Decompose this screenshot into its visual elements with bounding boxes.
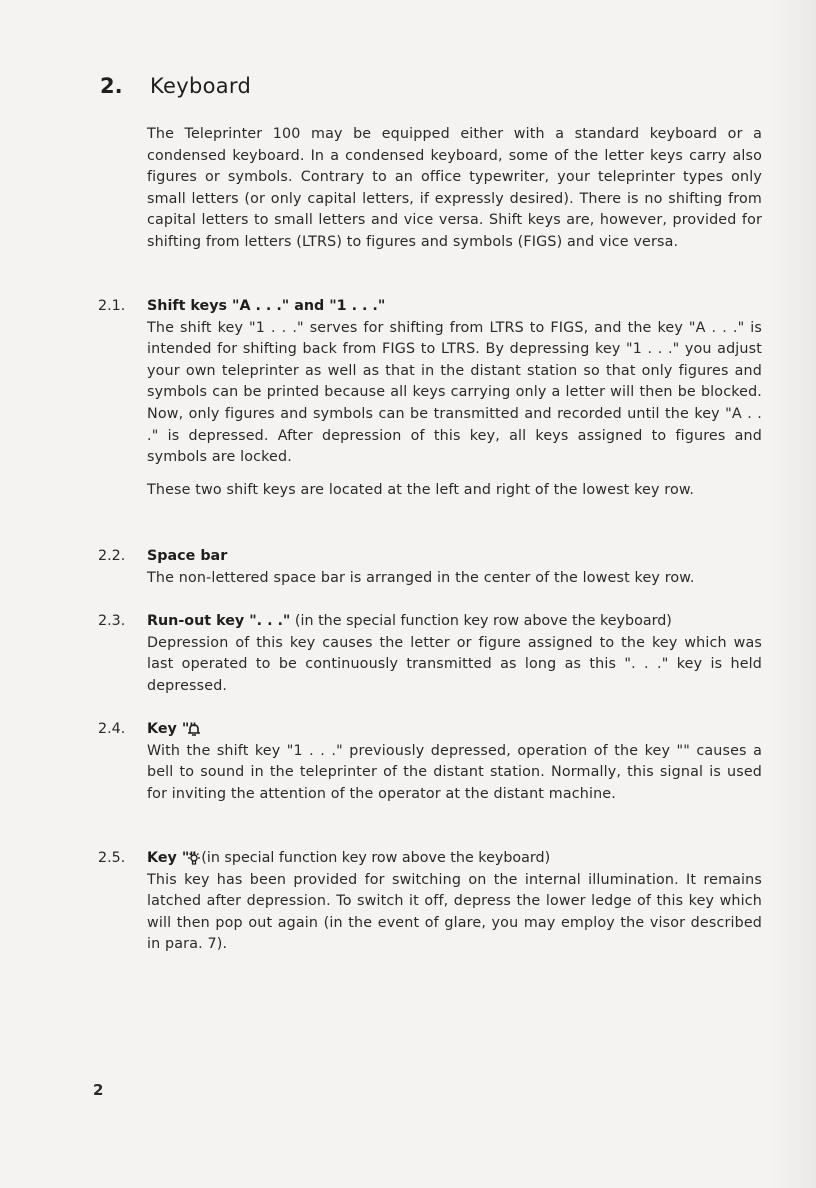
- chapter-number: 2.: [100, 74, 123, 98]
- section-shift-keys: [147, 296, 762, 501]
- section-paragraph: The shift key "1 . . ." serves for shifting from LTRS to FIGS, and the key "A . . ." is intended for shifting back from FIGS to LTRS. By depressing key "1 . . ." you adjust your own teleprinter as well as that in the distant station so that only figures and symbols can be printed because all keys carrying only a letter will then be blocked. Now, only figures and symbols can be transmitted and recorded until the key "A . . ." is depressed. After depression of this key, all keys assigned to figures and symbols are locked.: [147, 319, 762, 466]
- section-heading: [147, 848, 762, 870]
- section-heading-text: Key "": [147, 850, 197, 866]
- section-heading-text: Run-out key ". . .": [147, 613, 291, 629]
- section-heading-text: Shift keys "A . . ." and "1 . . .": [147, 298, 386, 314]
- section-paragraph: These two shift keys are located at the left and right of the lowest key row.: [147, 481, 695, 498]
- section-bell-key: [147, 719, 762, 805]
- section-heading: [147, 611, 762, 633]
- section-paragraph: This key has been provided for switching on the internal illumination. It remains latched after depression. To switch it off, depress the lower ledge of this key which will then pop out again (in the event of glare, you may employ the visor described in para. 7).: [147, 871, 762, 953]
- section-number: 2.4.: [98, 721, 126, 737]
- section-number: 2.3.: [98, 613, 126, 629]
- page-edge-shade: [770, 0, 816, 1188]
- section-paragraph: With the shift key "1 . . ." previously depressed, operation of the key "" causes a bell to sound in the teleprinter of the distant station. Normally, this signal is used for inviting the attention of the operator at the distant machine.: [147, 742, 762, 802]
- section-heading: [147, 546, 762, 568]
- section-run-out-key: [147, 611, 762, 697]
- section-number: 2.1.: [98, 298, 126, 314]
- section-heading-note: (in the special function key row above the keyboard): [294, 613, 672, 629]
- section-paragraph: The non-lettered space bar is arranged in the center of the lowest key row.: [147, 569, 695, 586]
- section-heading-text: Space bar: [147, 548, 228, 564]
- section-illumination-key: [147, 848, 762, 956]
- intro-paragraph: The Teleprinter 100 may be equipped either with a standard keyboard or a condensed keyboard. In a condensed keyboard, some of the letter keys carry also figures or symbols. Contrary to an office typewriter, your teleprinter types only small letters (or only capital letters, if expressly desired). There is no shifting from capital letters to small letters and vice versa. Shift keys are, however, provided for shifting from letters (LTRS) to figures and symbols (FIGS) and vice versa.: [147, 126, 762, 250]
- section-paragraph: Depression of this key causes the letter or figure assigned to the key which was last operated to be continuously transmitted as long as this ". . ." key is held depressed.: [147, 634, 762, 694]
- section-heading-text: Key "": [147, 721, 197, 737]
- section-number: 2.5.: [98, 850, 126, 866]
- page-number: 2: [93, 1081, 104, 1099]
- chapter-title: Keyboard: [150, 74, 252, 98]
- section-heading: [147, 296, 762, 318]
- lamp-icon: [187, 852, 201, 866]
- bell-icon: [187, 723, 201, 737]
- section-space-bar: [147, 546, 762, 589]
- section-heading-note: (in special function key row above the keyboard): [201, 850, 551, 866]
- section-heading: [147, 719, 762, 741]
- section-number: 2.2.: [98, 548, 126, 564]
